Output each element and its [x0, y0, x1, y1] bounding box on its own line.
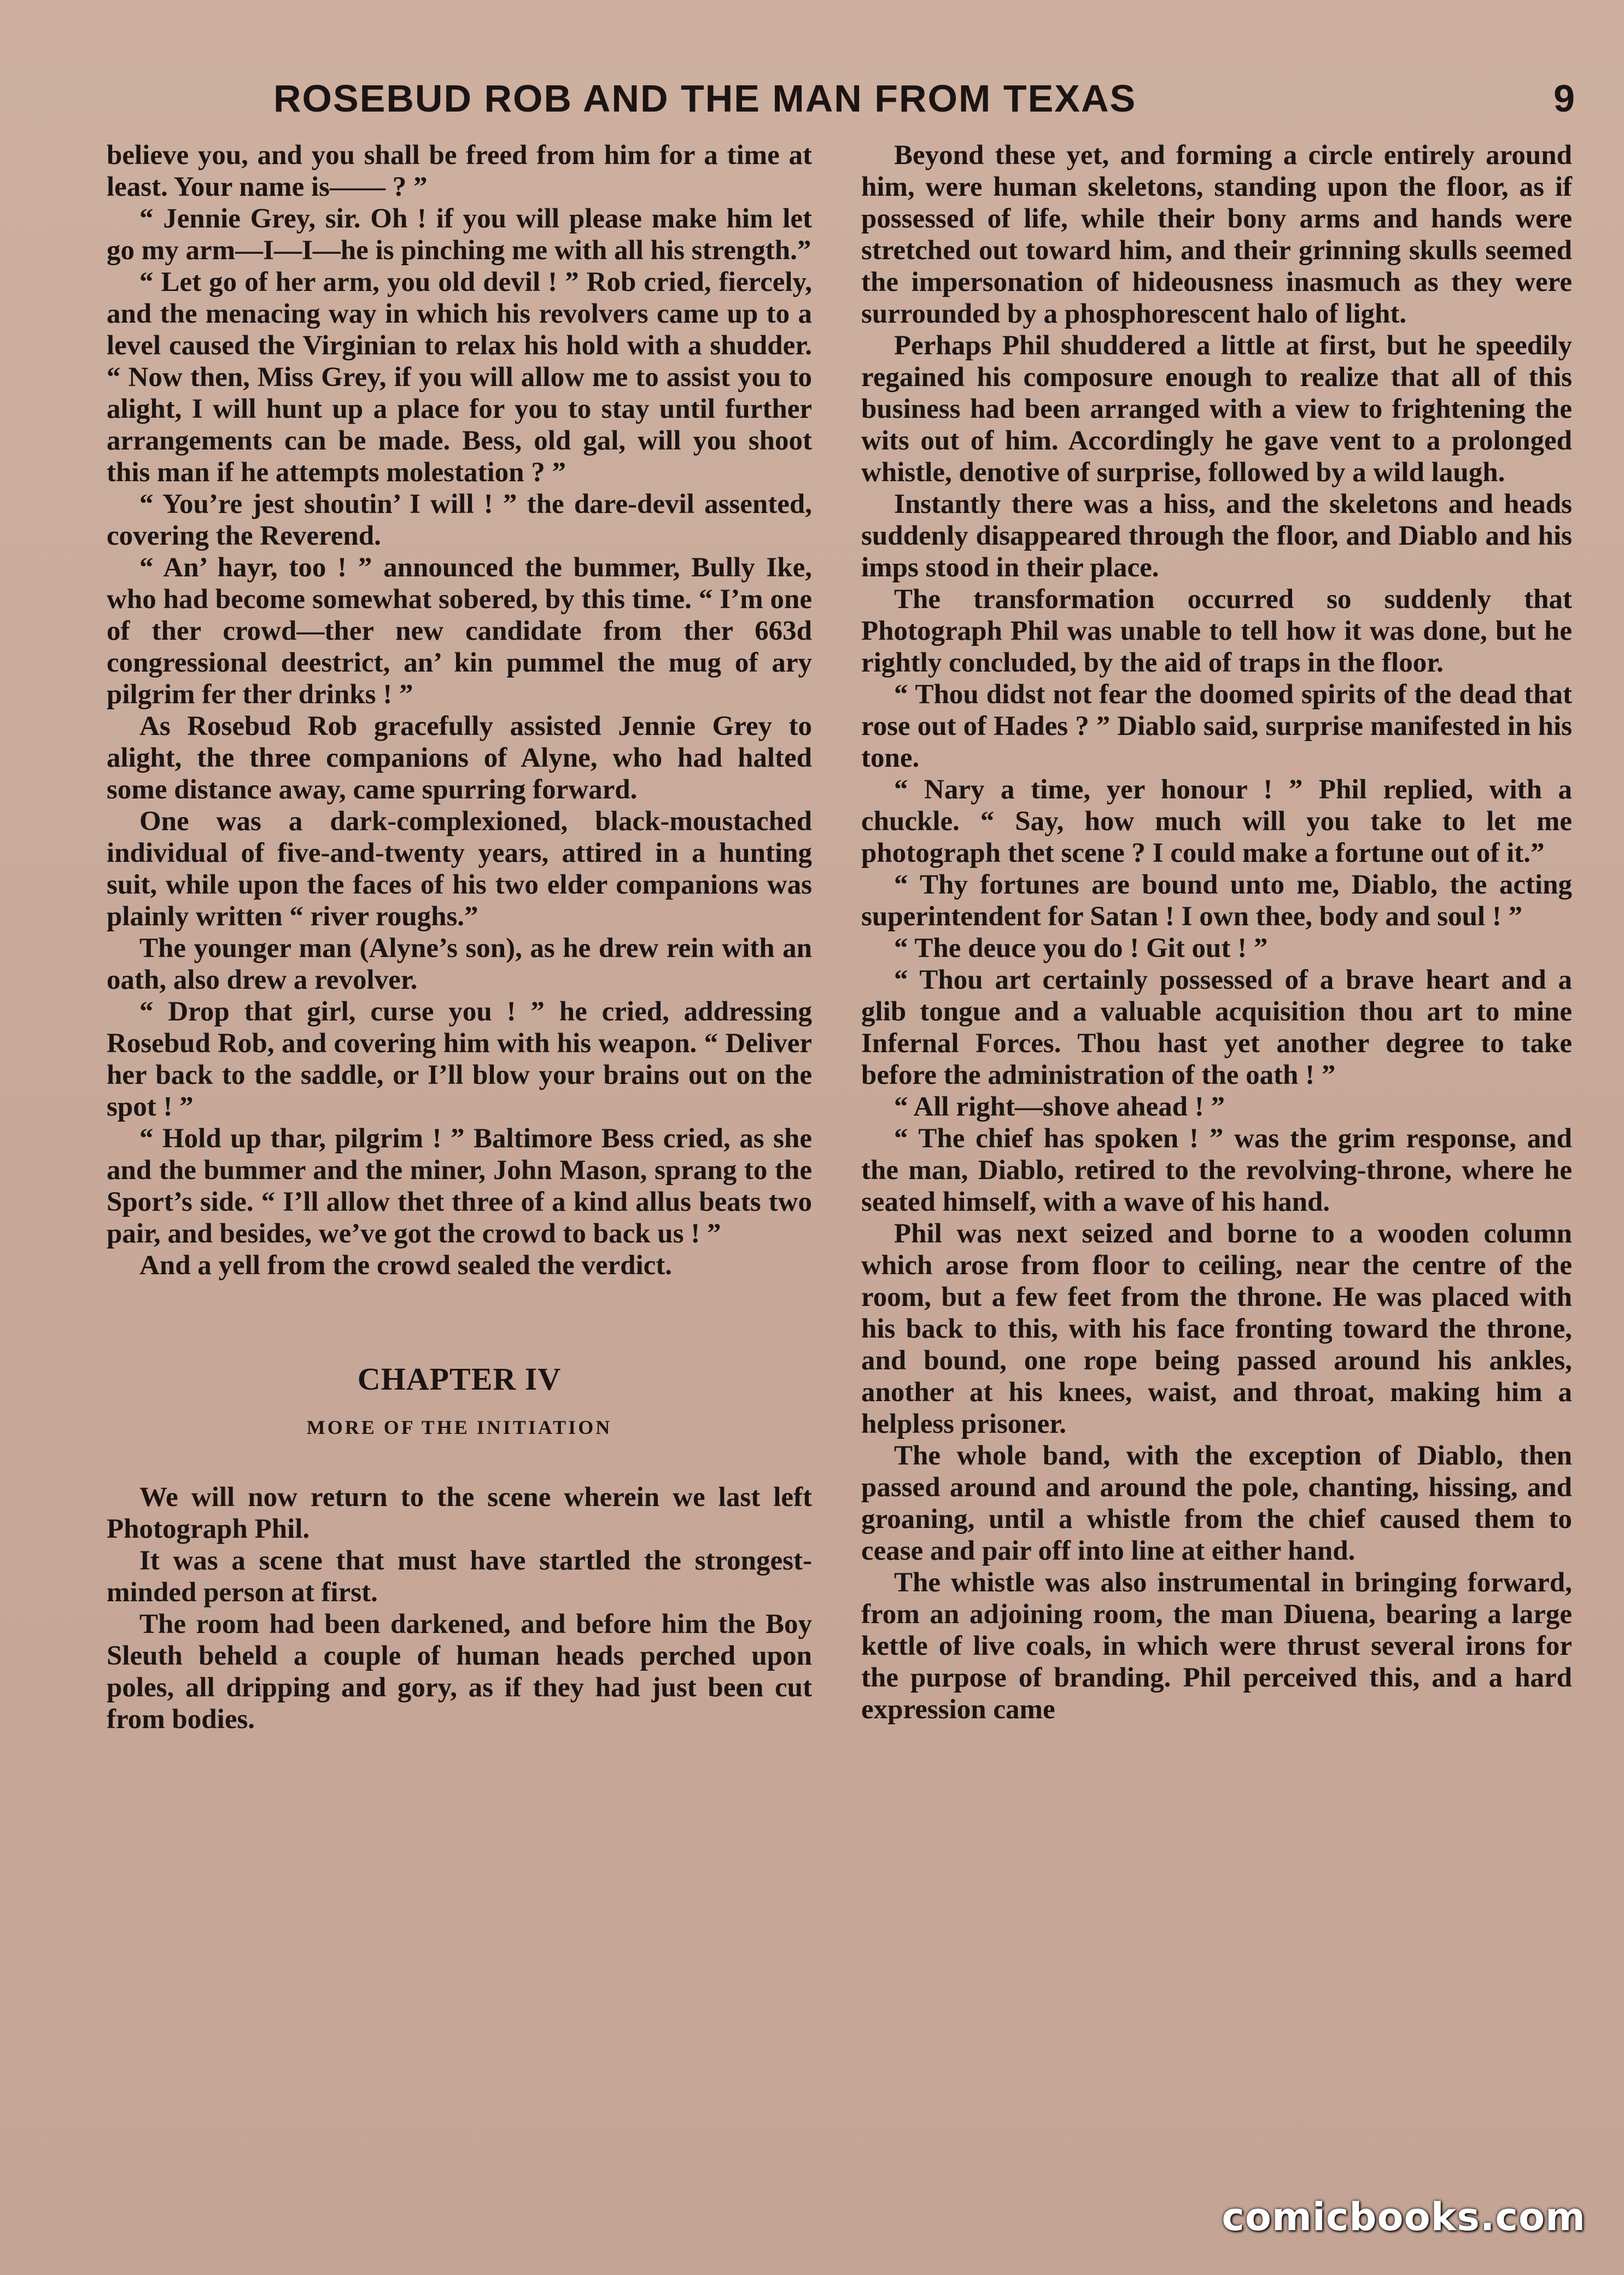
paragraph: The whole band, with the exception of Diablo, then passed around and around the pole, chanting, hissing, and groaning, until a whistle from the chief caused them to cease and pair off into line at either hand. — [861, 1440, 1572, 1566]
paragraph: Perhaps Phil shuddered a little at first, but he speedily regained his composure enough to realize that all of this business had been arranged with a view to frightening the wits out of him. Accordingly he gave vent to a prolonged whistle, denotive of surprise, followed by a wild laugh. — [861, 330, 1572, 488]
left-column — [107, 139, 812, 1735]
paragraph: Beyond these yet, and forming a circle entirely around him, were human skeletons, standing upon the floor, as if possessed of life, while their bony arms and hands were stretched out toward him, and their grinning skulls seemed the impersonation of hideousness inasmuch as they were surrounded by a phosphorescent halo of light. — [861, 140, 1572, 329]
paragraph: The younger man (Alyne’s son), as he drew rein with an oath, also drew a revolver. — [107, 933, 812, 995]
page-header — [273, 77, 1586, 131]
paragraph: “ Thy fortunes are bound unto me, Diablo, the acting superintendent for Satan ! I own thee, body and soul ! ” — [861, 870, 1572, 932]
paragraph: “ Let go of her arm, you old devil ! ” Rob cried, fiercely, and the menacing way in which his revolvers came up to a level caused the Virginian to relax his hold with a shudder. “ Now then, Miss Grey, if you will allow me to assist you to alight, I will hunt up a place for you to stay until further arrangements can be made. Bess, old gal, will you shoot this man if he attempts molestation ? ” — [107, 267, 812, 488]
paragraph: “ You’re jest shoutin’ I will ! ” the dare-devil assented, covering the Reverend. — [107, 489, 812, 551]
paragraph: As Rosebud Rob gracefully assisted Jennie Grey to alight, the three companions of Alyne, who had halted some distance away, came spurring forward. — [107, 711, 812, 805]
paragraph: “ Hold up thar, pilgrim ! ” Baltimore Bess cried, as she and the bummer and the miner, John Mason, sprang to the Sport’s side. “ I’ll allow thet three of a kind allus beats two pair, and besides, we’ve got the crowd to back us ! ” — [107, 1123, 812, 1249]
paragraph: And a yell from the crowd sealed the verdict. — [139, 1250, 673, 1281]
paragraph: “ Nary a time, yer honour ! ” Phil replied, with a chuckle. “ Say, how much will you take to let me photograph thet scene ? I could make a fortune out of it.” — [861, 774, 1572, 868]
paragraph: “ An’ hayr, too ! ” announced the bummer, Bully Ike, who had become somewhat sobered, by this time. “ I’m one of ther crowd—ther new candidate from ther 663d congressional deestrict, an’ kin pummel the mug of ary pilgrim fer ther drinks ! ” — [107, 552, 812, 710]
paragraph: “ The deuce you do ! Git out ! ” — [894, 933, 1268, 964]
paragraph: The room had been darkened, and before him the Boy Sleuth beheld a couple of human heads perched upon poles, all dripping and gory, as if they had just been cut from bodies. — [107, 1609, 812, 1735]
paragraph: It was a scene that must have startled the strongest-minded person at first. — [107, 1545, 812, 1608]
paragraph: believe you, and you shall be freed from him for a time at least. Your name is—— ? ” — [107, 140, 812, 202]
paragraph: Instantly there was a hiss, and the skeletons and heads suddenly disappeared through the floor, and Diablo and his imps stood in their place. — [861, 489, 1572, 583]
running-title: ROSEBUD ROB AND THE MAN FROM TEXAS — [273, 77, 1137, 120]
paragraph: “ Jennie Grey, sir. Oh ! if you will please make him let go my arm—I—I—he is pinching me with all his strength.” — [107, 203, 812, 266]
watermark: comicbooks.com — [1222, 2195, 1586, 2239]
paragraph: We will now return to the scene wherein we last left Photograph Phil. — [107, 1482, 812, 1544]
paragraph: “ Drop that girl, curse you ! ” he cried, addressing Rosebud Rob, and covering him with his weapon. “ Deliver her back to the saddle, or I’ll blow your brains out on the spot ! ” — [107, 996, 812, 1122]
paragraph: “ The chief has spoken ! ” was the grim response, and the man, Diablo, retired to the revolving-throne, where he seated himself, with a wave of his hand. — [861, 1123, 1572, 1217]
chapter-title: CHAPTER IV — [357, 1361, 562, 1397]
paragraph: Phil was next seized and borne to a wooden column which arose from floor to ceiling, near the centre of the room, but a few feet from the throne. He was placed with his back to this, with his face fronting toward the throne, and bound, one rope being passed around his ankles, another at his knees, waist, and throat, making him a helpless prisoner. — [861, 1218, 1572, 1439]
chapter-subtitle: MORE OF THE INITIATION — [306, 1416, 612, 1438]
paragraph: The whistle was also instrumental in bringing forward, from an adjoining room, the man Diuena, bearing a large kettle of live coals, in which were thrust several irons for the purpose of branding. Phil perceived this, and a hard expression came — [861, 1567, 1572, 1725]
page-number: 9 — [1553, 77, 1575, 120]
paragraph: One was a dark-complexioned, black-moustached individual of five-and-twenty years, attired in a hunting suit, while upon the faces of his two elder companions was plainly written “ river roughs.” — [107, 806, 812, 932]
paragraph: “ Thou art certainly possessed of a brave heart and a glib tongue and a valuable acquisition thou art to mine Infernal Forces. Thou hast yet another degree to take before the administration of the oath ! ” — [861, 965, 1572, 1090]
paragraph: “ Thou didst not fear the doomed spirits of the dead that rose out of Hades ? ” Diablo said, surprise manifested in his tone. — [861, 679, 1572, 773]
paragraph: The transformation occurred so suddenly that Photograph Phil was unable to tell how it was done, but he rightly concluded, by the aid of traps in the floor. — [861, 584, 1572, 678]
right-column — [861, 139, 1572, 1725]
paragraph: “ All right—shove ahead ! ” — [894, 1092, 1225, 1122]
